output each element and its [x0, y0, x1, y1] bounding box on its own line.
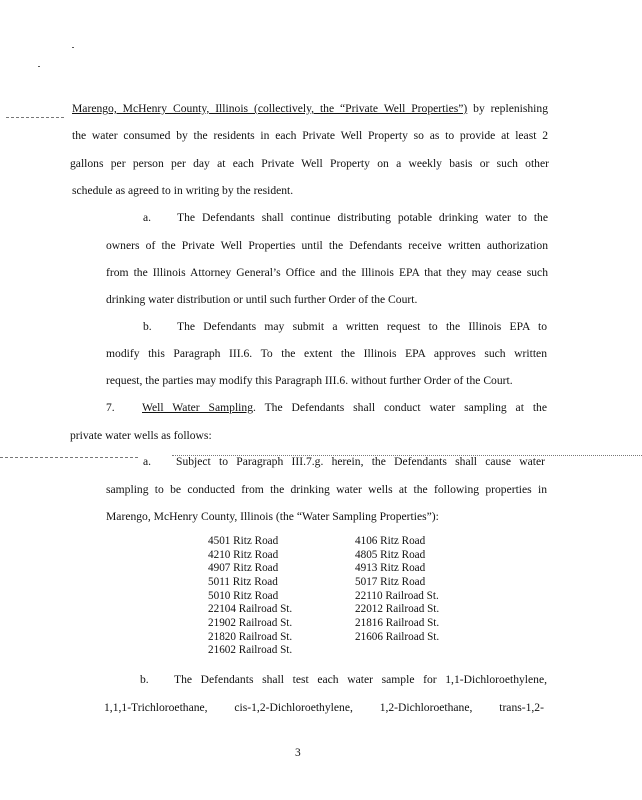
address-item: 4805 Ritz Road — [355, 549, 426, 561]
sub-a-line-4: drinking water distribution or until such further Order of the Court. — [106, 293, 418, 306]
sub-a-label: a. — [143, 211, 152, 224]
address-item: 21602 Railroad St. — [208, 644, 293, 656]
scan-speck — [38, 66, 40, 67]
s7-b-chem-2: cis-1,2-Dichloroethylene, — [234, 701, 353, 714]
s7-a-label: a. — [143, 455, 152, 468]
section-7-heading: Well Water Sampling — [142, 401, 253, 414]
s7-b-label: b. — [140, 673, 149, 686]
address-item: 22110 Railroad St. — [355, 590, 439, 602]
s7-b-chem-4: trans-1,2- — [499, 701, 544, 714]
sub-b-line-2: modify this Paragraph III.6. To the extent the Illinois EPA approves such written — [106, 347, 547, 360]
s7-b-line-1: The Defendants shall test each water sample for 1,1-Dichloroethylene, — [174, 673, 547, 686]
s7-b-chem-1: 1,1,1-Trichloroethane, — [104, 701, 208, 714]
scan-speck — [72, 47, 74, 48]
sub-b-line-1: The Defendants may submit a written request to the Illinois EPA to — [177, 320, 547, 333]
intro-line-2: the water consumed by the residents in each Private Well Property so as to provide at least 2 — [72, 129, 548, 142]
s7-a-line-2: sampling to be conducted from the drinking water wells at the following properties in — [106, 483, 547, 496]
scan-artifact-line — [6, 117, 64, 118]
address-item: 4907 Ritz Road — [208, 562, 279, 574]
intro-line-4: schedule as agreed to in writing by the resident. — [72, 184, 294, 197]
intro-line-3: gallons per person per day at each Private Well Property on a weekly basis or such other — [70, 157, 549, 170]
s7-a-line-3: Marengo, McHenry County, Illinois (the “Water Sampling Properties”): — [106, 510, 439, 523]
address-item: 22012 Railroad St. — [355, 603, 440, 615]
address-item: 5017 Ritz Road — [355, 576, 426, 588]
section-7-line-1 — [142, 401, 547, 415]
sub-a-line-1: The Defendants shall continue distributing potable drinking water to the — [177, 211, 548, 224]
sub-b-label: b. — [143, 320, 152, 333]
address-item: 21606 Railroad St. — [355, 631, 440, 643]
address-item: 5011 Ritz Road — [208, 576, 278, 588]
scan-artifact-line — [0, 457, 138, 458]
address-item: 21902 Railroad St. — [208, 617, 293, 629]
address-item: 21816 Railroad St. — [355, 617, 440, 629]
page-number: 3 — [295, 747, 301, 759]
address-item: 4106 Ritz Road — [355, 535, 426, 547]
address-item: 5010 Ritz Road — [208, 590, 279, 602]
address-item: 4913 Ritz Road — [355, 562, 426, 574]
address-item: 22104 Railroad St. — [208, 603, 293, 615]
address-item: 4501 Ritz Road — [208, 535, 279, 547]
address-item: 21820 Railroad St. — [208, 631, 293, 643]
s7-b-line-2 — [104, 701, 544, 715]
sub-b-line-3: request, the parties may modify this Paragraph III.6. without further Order of the Court. — [106, 374, 513, 387]
intro-line-1-underlined: Marengo, McHenry County, Illinois (collectively, the “Private Well Properties”) — [72, 102, 468, 115]
address-item: 4210 Ritz Road — [208, 549, 279, 561]
s7-a-line-1: Subject to Paragraph III.7.g. herein, the Defendants shall cause water — [176, 455, 545, 468]
intro-line-1-suffix: by replenishing — [473, 102, 548, 115]
s7-b-chem-3: 1,2-Dichloroethane, — [379, 701, 473, 714]
sub-a-line-2: owners of the Private Well Properties until the Defendants receive written authorization — [106, 239, 548, 252]
sub-a-line-3: from the Illinois Attorney General’s Office and the Illinois EPA that they may cease such — [106, 266, 548, 279]
section-7-line-1-rest: . The Defendants shall conduct water sampling at the — [253, 401, 547, 414]
section-7-line-2: private water wells as follows: — [70, 429, 212, 442]
section-7-number: 7. — [106, 401, 115, 414]
intro-line-1 — [72, 102, 548, 116]
